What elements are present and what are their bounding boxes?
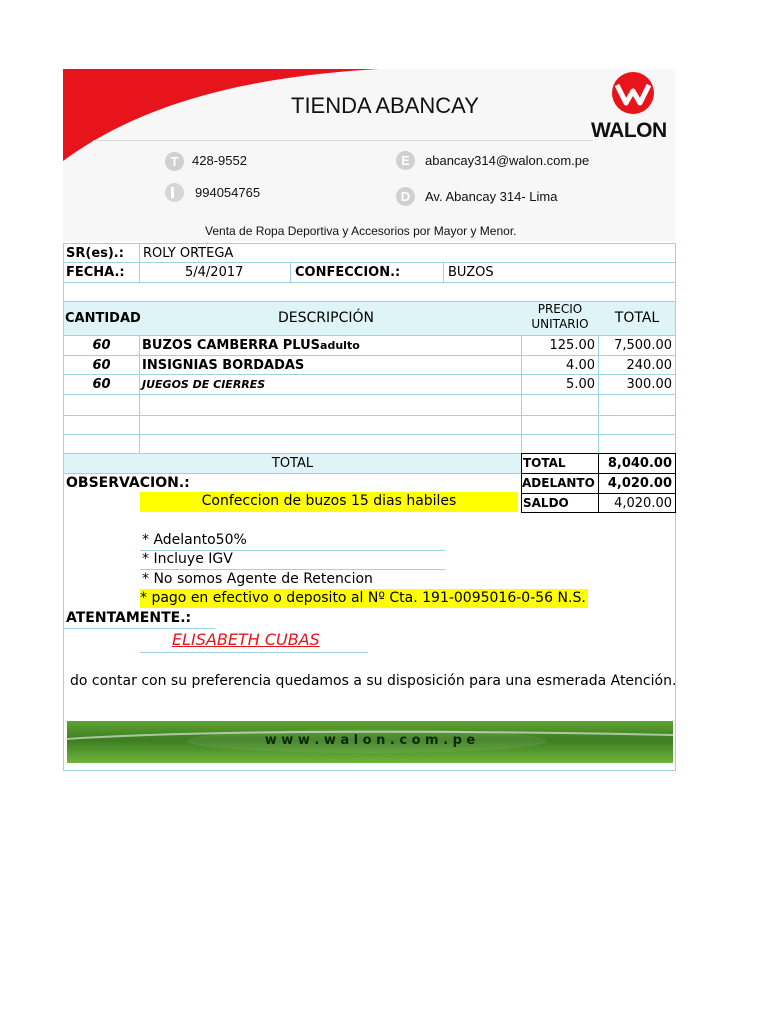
closing-message: do contar con su preferencia quedamos a su disposición para una esmerada Atención. xyxy=(70,673,677,689)
atentamente-label: ATENTAMENTE.: xyxy=(66,610,192,626)
tagline: Venta de Ropa Deportiva y Accesorios por Mayor y Menor. xyxy=(205,224,517,238)
fecha-value: 5/4/2017 xyxy=(185,265,244,280)
note-retencion: * No somos Agente de Retencion xyxy=(142,571,373,587)
row-1-desc xyxy=(142,336,360,355)
col-header-precio xyxy=(522,302,598,332)
row-3-desc: JUEGOS DE CIERRES xyxy=(142,378,266,391)
adelanto-value: 4,020.00 xyxy=(607,476,672,491)
row-2-total: 240.00 xyxy=(626,358,672,373)
footer-grass-banner xyxy=(67,721,673,763)
footer-website[interactable]: w w w . w a l o n . c o m . p e xyxy=(264,733,476,748)
row-1-desc-main: BUZOS CAMBERRA PLUS xyxy=(142,338,321,353)
confeccion-value: BUZOS xyxy=(448,265,494,280)
observacion-text: Confeccion de buzos 15 dias habiles xyxy=(140,492,518,512)
row-1-price: 125.00 xyxy=(549,338,595,353)
total-label: TOTAL xyxy=(523,456,566,470)
shop-title: TIENDA ABANCAY xyxy=(291,93,479,118)
total-value: 8,040.00 xyxy=(607,456,672,471)
saldo-label: SALDO xyxy=(523,496,569,510)
email-icon: E xyxy=(396,151,415,170)
address-icon: D xyxy=(396,187,415,206)
sr-label: SR(es).: xyxy=(66,246,124,261)
row-1-desc-suffix: adulto xyxy=(320,339,360,352)
header-divider xyxy=(93,140,593,141)
row-3-price: 5.00 xyxy=(566,377,595,392)
col-header-precio-line1: PRECIO xyxy=(537,302,583,316)
note-igv: * Incluye IGV xyxy=(142,551,233,567)
mobile-icon xyxy=(165,183,184,202)
note-adelanto: * Adelanto50% xyxy=(142,532,247,548)
row-2-desc: INSIGNIAS BORDADAS xyxy=(142,358,305,373)
row-3-qty: 60 xyxy=(92,377,111,392)
row-2-qty: 60 xyxy=(92,358,111,373)
brand-name: WALON xyxy=(591,119,667,142)
note-pago: * pago en efectivo o deposito al Nº Cta. 191-0095016-0-56 N.S. xyxy=(140,590,586,606)
col-header-cantidad: CANTIDAD xyxy=(65,311,141,326)
phone-number: 428-9552 xyxy=(192,153,247,168)
address-text: Av. Abancay 314- Lima xyxy=(425,189,558,204)
col-header-total: TOTAL xyxy=(614,310,660,326)
fecha-label: FECHA.: xyxy=(66,265,125,280)
email-address: abancay314@walon.com.pe xyxy=(425,153,590,168)
saldo-value: 4,020.00 xyxy=(614,496,672,511)
adelanto-label: ADELANTO xyxy=(522,476,595,490)
observacion-label: OBSERVACION.: xyxy=(66,475,190,491)
row-1-total: 7,500.00 xyxy=(614,338,672,353)
mobile-number: 994054765 xyxy=(195,185,261,200)
row-3-total: 300.00 xyxy=(626,377,672,392)
total-band-label: TOTAL xyxy=(271,456,314,471)
row-2-price: 4.00 xyxy=(566,358,595,373)
row-1-qty: 60 xyxy=(92,338,111,353)
confeccion-label: CONFECCION.: xyxy=(295,265,401,280)
signer-name: ELISABETH CUBAS xyxy=(172,630,320,649)
sr-value: ROLY ORTEGA xyxy=(143,246,234,261)
phone-icon: T xyxy=(165,152,184,171)
col-header-precio-line2: UNITARIO xyxy=(531,317,589,331)
col-header-descripcion: DESCRIPCIÓN xyxy=(278,310,374,326)
invoice-header xyxy=(63,69,675,241)
walon-logo-icon xyxy=(607,69,659,117)
